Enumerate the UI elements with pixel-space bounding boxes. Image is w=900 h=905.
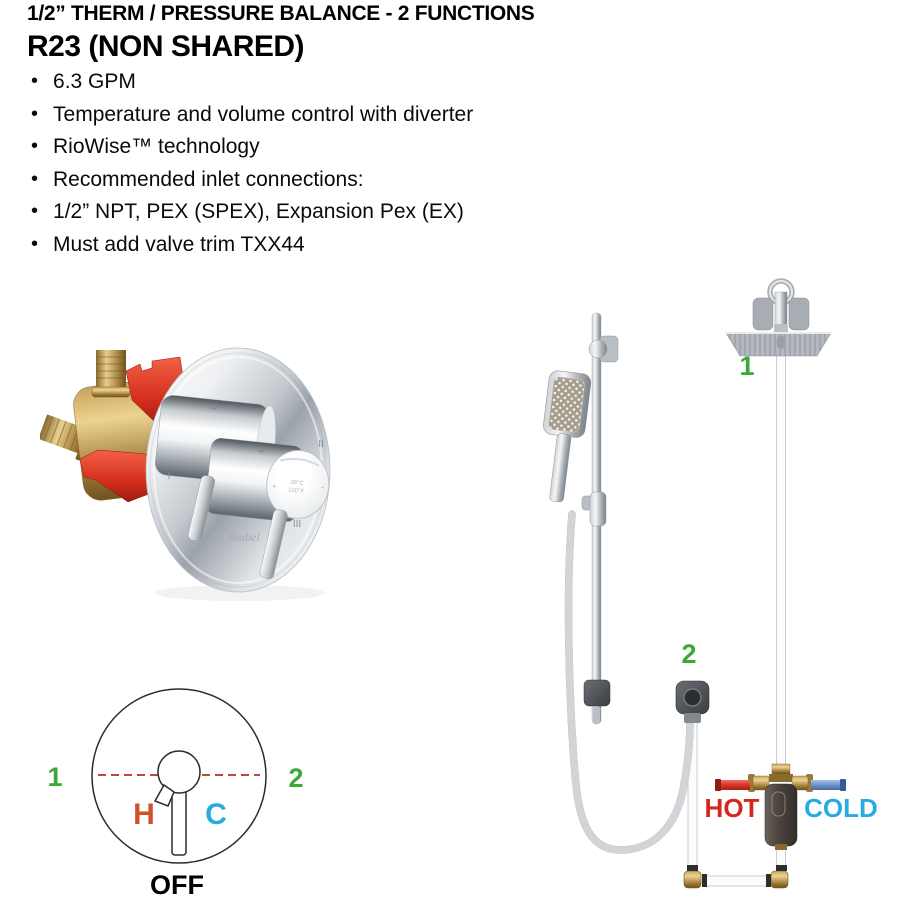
feature-item: [31, 131, 473, 164]
feature-item: [31, 229, 473, 262]
riser-pipe: [777, 354, 786, 768]
rain-shower-head: [726, 281, 831, 360]
plate-mark-left: I: [167, 471, 171, 482]
feature-item: [31, 196, 473, 229]
rough-in-valve-photo: [40, 330, 360, 610]
model-heading: R23 (NON SHARED): [27, 30, 305, 63]
feature-text: 1/2” NPT, PEX (SPEX), Expansion Pex (EX): [53, 200, 464, 223]
dial-function-1-label: 1: [47, 762, 63, 792]
hot-supply-label: HOT: [704, 793, 760, 823]
shower-system-diagram: [520, 270, 900, 900]
feature-text: Must add valve trim TXX44: [53, 232, 305, 256]
dial-hot-label: H: [133, 798, 155, 831]
hot-supply-pipe: [716, 780, 750, 790]
hand-shower-holder: [582, 492, 606, 526]
feature-text: Temperature and volume control with diverter: [53, 102, 474, 126]
feature-text: RioWise™ technology: [53, 135, 260, 158]
feature-text: Recommended inlet connections:: [53, 167, 364, 191]
knob-plus-label: +: [271, 481, 278, 492]
function-dial-diagram: [30, 665, 330, 905]
wall-outlet-number-label: 2: [681, 639, 697, 669]
feature-item: [31, 164, 473, 197]
wall-outlet: [676, 681, 709, 723]
rain-head-number-label: 1: [739, 351, 755, 381]
feature-list: [31, 66, 473, 261]
plate-mark-bottom-right: III: [292, 519, 302, 530]
dial-cold-label: C: [205, 798, 227, 831]
knob-temp-f-label: 100°F: [287, 487, 305, 496]
brand-logo: Riobel: [228, 530, 260, 544]
cold-supply-label: COLD: [804, 793, 878, 823]
feature-text: 6.3 GPM: [53, 70, 136, 93]
dial-function-2-label: 2: [288, 763, 304, 793]
feature-item: [31, 99, 473, 132]
cold-supply-pipe: [811, 780, 845, 790]
knob-temp-c-label: 38°C: [289, 479, 304, 488]
page-title: 1/2” THERM / PRESSURE BALANCE - 2 FUNCTIONS: [27, 2, 535, 25]
dial-off-label: OFF: [150, 870, 204, 900]
hand-shower: [534, 370, 592, 504]
plate-mark-top-right: II: [318, 439, 324, 450]
knob-minus-label: -: [320, 481, 325, 493]
feature-item: [31, 66, 473, 99]
